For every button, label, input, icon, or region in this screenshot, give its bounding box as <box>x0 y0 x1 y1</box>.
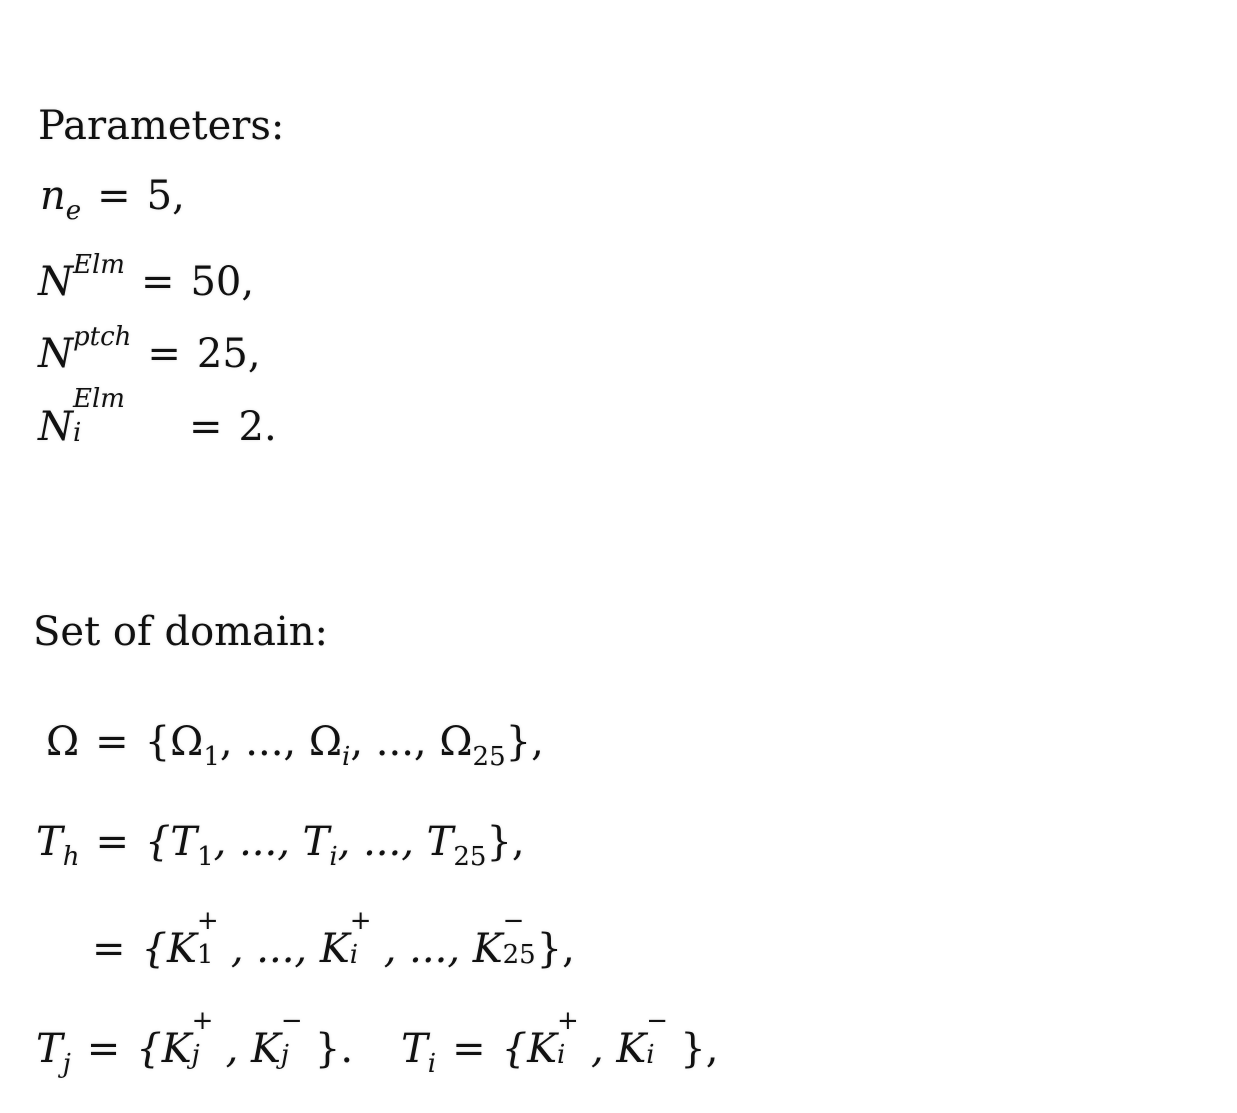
k-1-scripts <box>196 906 231 970</box>
omega-sub-1: 1 <box>203 742 220 772</box>
omega-lhs: Ω <box>46 719 80 765</box>
tj-close: }. <box>314 1026 354 1072</box>
equation-n-elm <box>38 250 255 305</box>
equals-sign: = <box>189 404 223 450</box>
k-sup-1: + <box>196 906 219 936</box>
ti-sup-b: − <box>646 1006 669 1036</box>
th-sub-1: 1 <box>197 842 214 872</box>
tj-sup-a: + <box>191 1006 214 1036</box>
equals-sign: = <box>140 259 175 305</box>
ti-lhs-sub: i <box>427 1049 437 1079</box>
k-sup-i: + <box>349 906 372 936</box>
equation-omega <box>46 719 544 772</box>
ti-open: {K <box>501 1026 557 1072</box>
equals-sign: = <box>86 1026 121 1072</box>
k-mid-1: , ..., K <box>230 926 350 972</box>
omega-mid-2: , ..., Ω <box>350 719 473 765</box>
n-e-sub: e <box>65 196 82 226</box>
th-open: {T <box>144 819 198 865</box>
th-lhs-sub: h <box>62 842 80 872</box>
n-i-elm-value: 2. <box>238 404 277 450</box>
th-sub-25: 25 <box>453 842 487 872</box>
ti-sup-a: + <box>556 1006 579 1036</box>
tj-sub-a: j <box>191 1040 200 1070</box>
th-mid-1: , ..., T <box>213 819 330 865</box>
omega-mid-1: , ..., Ω <box>219 719 343 765</box>
k-sub-25: 25 <box>502 940 536 970</box>
tj-b-scripts <box>280 1006 315 1070</box>
n-ptch-base: N <box>38 331 73 377</box>
omega-sub-i: i <box>342 742 351 772</box>
equation-n-i-elm <box>38 384 277 450</box>
k-sub-1: 1 <box>196 940 214 970</box>
k-open: {K <box>141 926 197 972</box>
omega-sub-25: 25 <box>472 742 506 772</box>
tj-sub-b: j <box>280 1040 289 1070</box>
domain-heading: Set of domain: <box>33 609 328 655</box>
n-e-base: n <box>40 173 66 219</box>
n-elm-sup: Elm <box>73 250 125 280</box>
equals-sign: = <box>92 926 126 972</box>
n-ptch-value: 25, <box>196 331 261 377</box>
k-mid-2: , ..., K <box>383 926 503 972</box>
tj-mid: , K <box>225 1026 281 1072</box>
th-sub-i: i <box>329 842 338 872</box>
equation-n-ptch <box>38 322 261 377</box>
tj-sup-b: − <box>280 1006 303 1036</box>
ti-mid: , K <box>590 1026 647 1072</box>
n-ptch-sup: ptch <box>73 322 132 352</box>
ti-b-scripts <box>646 1006 680 1070</box>
n-i-elm-sup: Elm <box>73 384 125 414</box>
th-close: }, <box>486 819 525 865</box>
k-close: }, <box>536 926 575 972</box>
omega-open: {Ω <box>144 719 204 765</box>
n-i-elm-sub: i <box>73 418 82 448</box>
tj-open: {K <box>136 1026 192 1072</box>
k-25-scripts <box>502 906 537 970</box>
equals-sign: = <box>97 173 131 219</box>
n-i-elm-scripts <box>73 384 173 448</box>
equation-th <box>36 819 525 872</box>
n-elm-base: N <box>38 259 73 305</box>
k-sup-25: − <box>502 906 525 936</box>
tj-lhs: T <box>36 1026 63 1072</box>
k-i-scripts <box>349 906 384 970</box>
equals-sign: = <box>95 819 129 865</box>
equation-tj-ti <box>36 1006 719 1079</box>
tj-a-scripts <box>191 1006 226 1070</box>
ti-a-scripts <box>556 1006 591 1070</box>
parameters-heading: Parameters: <box>38 103 285 149</box>
th-lhs: T <box>36 819 63 865</box>
ti-lhs: T <box>401 1026 428 1072</box>
equation-k-set <box>92 906 575 972</box>
th-mid-2: , ..., T <box>337 819 454 865</box>
n-i-elm-base: N <box>38 404 73 450</box>
omega-close: }, <box>505 719 544 765</box>
ti-sub-a: i <box>556 1040 566 1070</box>
n-e-value: 5, <box>146 173 185 219</box>
equation-n-e <box>40 173 185 226</box>
equals-sign: = <box>147 331 181 377</box>
ti-sub-b: i <box>646 1040 655 1070</box>
ti-close: }, <box>680 1026 719 1072</box>
k-sub-i: i <box>349 940 359 970</box>
equals-sign: = <box>452 1026 486 1072</box>
n-elm-value: 50, <box>190 259 255 305</box>
tj-lhs-sub: j <box>62 1049 71 1079</box>
equals-sign: = <box>95 719 129 765</box>
